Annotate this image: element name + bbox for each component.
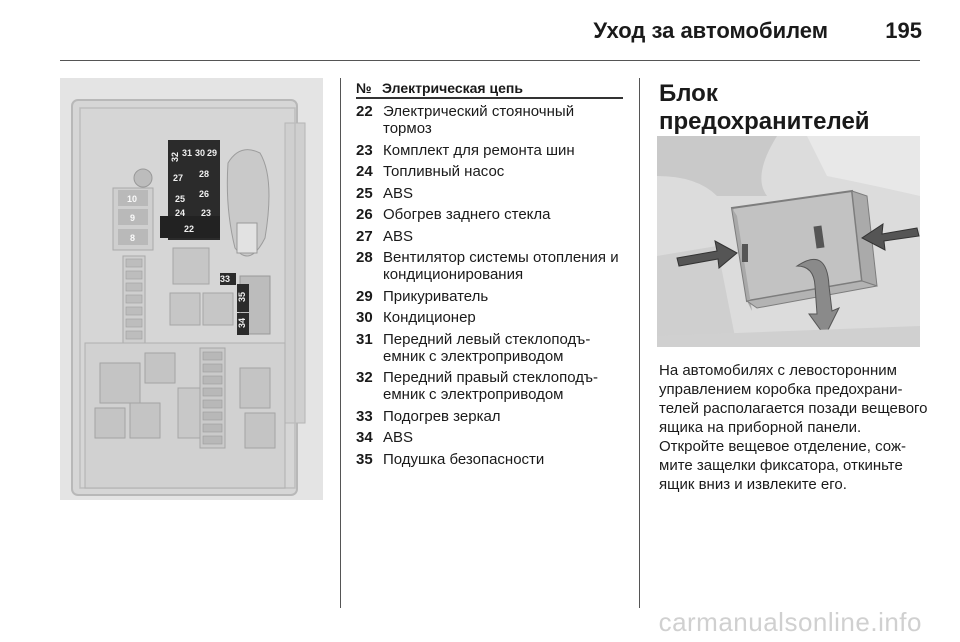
fuse-label-30: 30: [195, 148, 206, 158]
table-row: [356, 451, 626, 468]
paragraph-location: На автомобилях с левосторонним управлением коробка предохранителей располагается позади вещевого ящика на приборной панели.: [659, 362, 928, 436]
row-text: Прикуриватель: [383, 287, 489, 305]
row-number: 31: [356, 330, 373, 348]
row-number: 27: [356, 227, 373, 245]
table-header-number: №: [356, 80, 372, 96]
fuse-label-35: 35: [237, 291, 248, 303]
page-header-title: Уход за автомобилем: [593, 18, 828, 43]
row-number: 32: [356, 369, 373, 386]
fuse-label-33: 33: [220, 274, 231, 284]
table-row: [356, 249, 626, 283]
row-text: Топливный насос: [383, 163, 505, 180]
fuse-label-23: 23: [201, 208, 212, 218]
row-text: Электрический стояночный тормоз: [383, 103, 575, 137]
column-divider-left: [340, 78, 341, 608]
row-number: 34: [356, 429, 373, 446]
row-number: 29: [356, 287, 373, 305]
row-number: 35: [356, 450, 373, 468]
fuse-label-29: 29: [207, 148, 218, 158]
fuse-label-8: 8: [130, 233, 136, 243]
row-number: 24: [356, 163, 373, 180]
table-row: [356, 331, 626, 365]
table-row: [356, 142, 626, 159]
fuse-label-27: 27: [173, 173, 184, 183]
table-row: [356, 206, 626, 223]
table-row: [356, 408, 626, 425]
row-text: ABS: [383, 429, 414, 446]
row-number: 28: [356, 249, 373, 266]
row-text: Обогрев заднего стекла: [383, 206, 551, 223]
table-row: [356, 103, 626, 137]
row-text: Передний левый стеклоподъемник с электроприводом: [383, 330, 591, 365]
watermark: carmanualsonline.info: [658, 607, 922, 637]
fuse-label-layer: [60, 78, 323, 500]
table-header-circuit: Электрическая цепь: [382, 80, 523, 96]
row-text: Подушка безопасности: [383, 450, 545, 468]
table-header: [356, 80, 623, 99]
fuse-label-32: 32: [170, 151, 181, 163]
row-number: 26: [356, 206, 373, 223]
table-row: [356, 163, 626, 180]
row-text: Подогрев зеркал: [383, 407, 501, 425]
fuse-label-28: 28: [199, 169, 210, 179]
row-text: Вентилятор системы отопления и кондиционирования: [383, 249, 619, 283]
paragraph-instructions: Откройте вещевое отделение, сожмите защелки фиксатора, откиньте ящик вниз и извлеките его.: [659, 438, 906, 493]
row-number: 22: [356, 103, 373, 120]
fuse-label-10: 10: [127, 194, 138, 204]
fuse-label-22: 22: [184, 224, 195, 234]
table-row: [356, 228, 626, 245]
row-text: ABS: [383, 184, 414, 202]
row-text: Комплект для ремонта шин: [383, 141, 575, 159]
fuse-label-24: 24: [175, 208, 186, 218]
table-row: [356, 288, 626, 305]
page-number: 195: [885, 18, 922, 43]
table-row: [356, 185, 626, 202]
row-number: 30: [356, 309, 373, 326]
section-title-line-1: Блок предохранителей: [659, 80, 870, 135]
header-divider: [60, 60, 920, 61]
fuse-label-31: 31: [182, 148, 193, 158]
row-text: ABS: [383, 227, 414, 245]
fuse-label-34: 34: [237, 317, 248, 329]
row-number: 25: [356, 184, 373, 202]
fuse-label-26: 26: [199, 189, 210, 199]
table-row: [356, 429, 626, 446]
glovebox-illustration: [657, 136, 920, 347]
row-number: 33: [356, 407, 373, 425]
fuse-label-9: 9: [130, 213, 136, 223]
row-text: Передний правый стеклоподъемник с электроприводом: [383, 369, 599, 403]
table-row: [356, 309, 626, 326]
fuse-table: [356, 103, 626, 472]
table-row: [356, 369, 626, 403]
column-divider-right: [639, 78, 640, 608]
row-number: 23: [356, 141, 373, 159]
fuse-label-25: 25: [175, 194, 186, 204]
row-text: Кондиционер: [383, 309, 476, 326]
